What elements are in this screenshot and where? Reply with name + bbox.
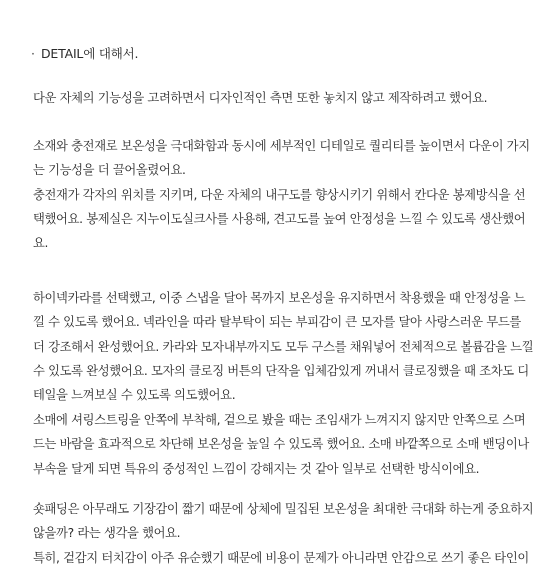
paragraph-line: 택했어요. 봉제실은 지누이도실크사를 사용해, 견고도를 높여 안정성을 느낄 수 있도록 생산했어 <box>33 211 526 226</box>
paragraph-line: 낄 수 있도록 했어요. 넥라인을 따라 탈부탁이 되는 부피감이 큰 모자를 달아 사랑스러운 무드를 <box>33 315 521 330</box>
paragraph-sleeve <box>33 408 533 481</box>
paragraph-materials <box>33 134 533 255</box>
paragraph-line: 소재와 충전재로 보온성을 극대화함과 동시에 세부적인 디테일로 퀄리티를 높이면서 다운이 가지 <box>33 139 530 153</box>
paragraph-functionality <box>33 86 533 110</box>
paragraph-line: 않을까? 라는 생각을 했어요. <box>33 526 181 541</box>
paragraph-line: 소매에 셔링스트링을 안쪽에 부착해, 겉으로 봤을 때는 조임새가 느껴지지 않지만 안쪽으로 스며 <box>33 413 526 427</box>
paragraph-line: 는 기능성을 더 끌어올렸어요. <box>33 163 186 178</box>
paragraph-line: 드는 바람을 효과적으로 차단해 보온성을 높일 수 있도록 했어요. 소매 바깥쪽으로 소매 밴딩이나 <box>33 437 529 452</box>
paragraph-short-padding <box>33 497 533 570</box>
paragraph-line: 충전재가 각자의 위치를 지키며, 다운 자체의 내구도를 향상시키기 위해서 칸다운 봉제방식을 선 <box>33 187 526 202</box>
paragraph-line: 테일을 느껴보실 수 있도록 의도했어요. <box>33 388 236 403</box>
paragraph-line: 수 있도록 완성했어요. 모자의 클로징 버튼의 단작을 입체감있게 꺼내서 클로징했을 때 조차도 디 <box>33 363 529 378</box>
paragraph-line: 다운 자체의 기능성을 고려하면서 디자인적인 측면 또한 놓치지 않고 제작하려고 했어요. <box>33 91 488 105</box>
paragraph-line: 부속을 달게 되면 특유의 중성적인 느낌이 강해지는 것 같아 일부로 선택한 방식이에요. <box>33 461 480 476</box>
paragraph-line: 특히, 겉감지 터치감이 아주 유순했기 때문에 비용이 문제가 아니라면 안감으로 쓰기 좋은 타인이 <box>33 550 529 565</box>
paragraph-line: 숏패딩은 아무래도 기장감이 짧기 때문에 상체에 밀집된 보온성을 최대한 극대화 하는게 중요하지 <box>33 502 534 516</box>
paragraph-line: 더 강조해서 완성했어요. 카라와 모자내부까지도 모두 구스를 채워넣어 전체적으로 볼륨감을 느낄 <box>33 339 534 354</box>
paragraph-line: 요. <box>33 236 49 251</box>
paragraph-collar-hood <box>33 286 533 407</box>
heading-title: DETAIL에 대해서. <box>41 46 139 61</box>
heading-bullet: · <box>31 46 35 61</box>
section-heading <box>31 45 138 63</box>
paragraph-line: 하이넥카라를 선택했고, 이중 스냅을 달아 목까지 보온성을 유지하면서 착용했을 때 안정성을 느 <box>33 291 526 305</box>
